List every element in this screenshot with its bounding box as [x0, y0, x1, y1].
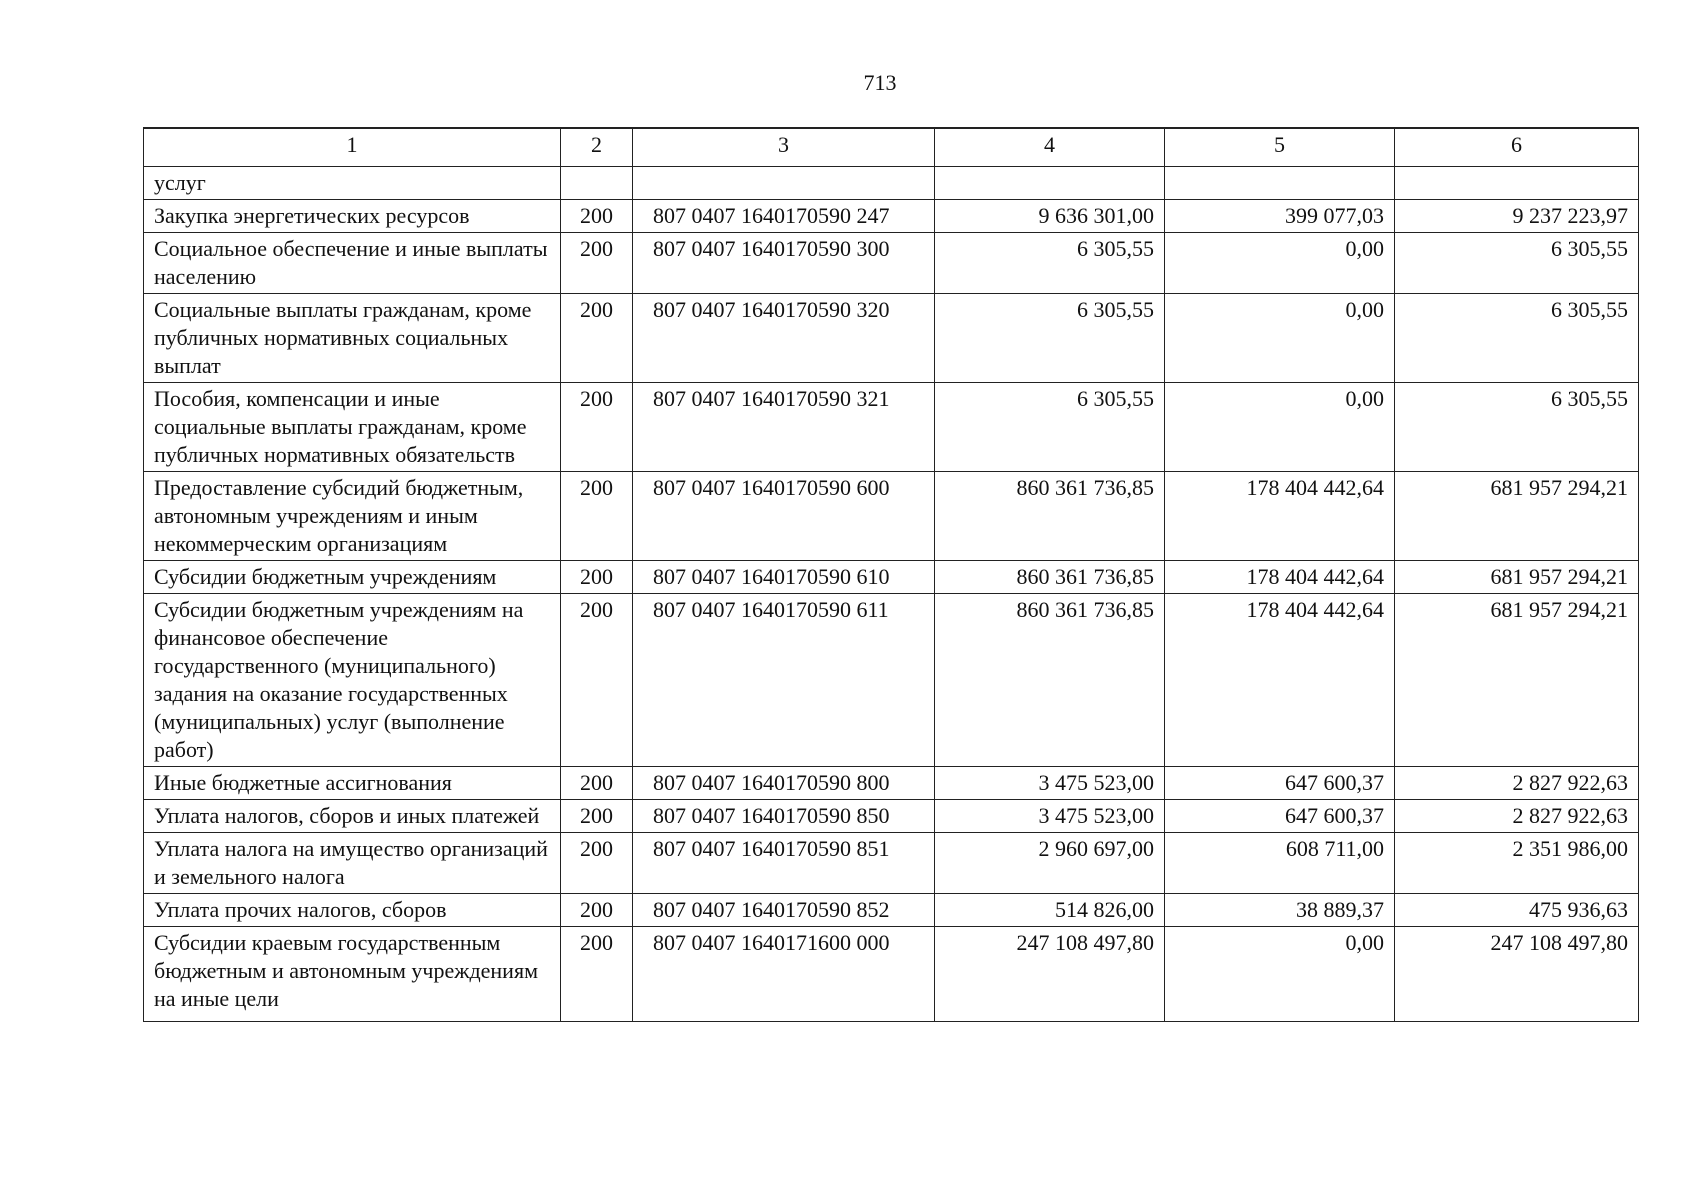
row-budget-code-cell: 807 0407 1640170590 611	[633, 593, 935, 766]
row-remaining-cell: 9 237 223,97	[1395, 199, 1639, 232]
row-budget-code-cell: 807 0407 1640170590 851	[633, 832, 935, 893]
row-approved-cell: 514 826,00	[935, 893, 1165, 926]
row-approved-cell: 9 636 301,00	[935, 199, 1165, 232]
row-name-cell: Субсидии краевым государственным бюджетным и автономным учреждениям на иные цели	[144, 926, 561, 1021]
row-name-cell: Социальные выплаты гражданам, кроме публичных нормативных социальных выплат	[144, 293, 561, 382]
row-line-code-cell: 200	[561, 560, 633, 593]
page-number: 713	[863, 70, 897, 95]
header-cell-5: 5	[1165, 128, 1395, 166]
row-executed-cell: 38 889,37	[1165, 893, 1395, 926]
table-row	[144, 593, 1639, 766]
row-line-code-cell: 200	[561, 766, 633, 799]
row-remaining-cell: 2 827 922,63	[1395, 799, 1639, 832]
row-line-code-cell: 200	[561, 893, 633, 926]
row-approved-cell: 860 361 736,85	[935, 560, 1165, 593]
row-remaining-cell	[1395, 166, 1639, 199]
table-row	[144, 199, 1639, 232]
row-remaining-cell: 6 305,55	[1395, 382, 1639, 471]
row-executed-cell: 178 404 442,64	[1165, 593, 1395, 766]
header-cell-3: 3	[633, 128, 935, 166]
row-approved-cell: 2 960 697,00	[935, 832, 1165, 893]
header-cell-2: 2	[561, 128, 633, 166]
row-remaining-cell: 681 957 294,21	[1395, 593, 1639, 766]
row-executed-cell: 0,00	[1165, 232, 1395, 293]
row-remaining-cell: 681 957 294,21	[1395, 471, 1639, 560]
row-line-code-cell: 200	[561, 832, 633, 893]
table-row	[144, 560, 1639, 593]
row-approved-cell: 3 475 523,00	[935, 799, 1165, 832]
row-budget-code-cell: 807 0407 1640170590 600	[633, 471, 935, 560]
row-approved-cell: 3 475 523,00	[935, 766, 1165, 799]
row-line-code-cell: 200	[561, 593, 633, 766]
row-budget-code-cell: 807 0407 1640170590 247	[633, 199, 935, 232]
table-body	[144, 166, 1639, 1021]
row-remaining-cell: 2 351 986,00	[1395, 832, 1639, 893]
row-executed-cell: 0,00	[1165, 926, 1395, 1021]
row-line-code-cell: 200	[561, 293, 633, 382]
row-remaining-cell: 681 957 294,21	[1395, 560, 1639, 593]
row-executed-cell	[1165, 166, 1395, 199]
table-row	[144, 293, 1639, 382]
row-line-code-cell: 200	[561, 926, 633, 1021]
row-line-code-cell: 200	[561, 199, 633, 232]
row-approved-cell	[935, 166, 1165, 199]
row-budget-code-cell: 807 0407 1640170590 610	[633, 560, 935, 593]
row-name-cell: услуг	[144, 166, 561, 199]
row-executed-cell: 647 600,37	[1165, 799, 1395, 832]
row-name-cell: Предоставление субсидий бюджетным, автономным учреждениям и иным некоммерческим организациям	[144, 471, 561, 560]
row-line-code-cell: 200	[561, 799, 633, 832]
row-line-code-cell: 200	[561, 471, 633, 560]
row-name-cell: Пособия, компенсации и иные социальные выплаты гражданам, кроме публичных нормативных обязательств	[144, 382, 561, 471]
row-line-code-cell	[561, 166, 633, 199]
header-cell-1: 1	[144, 128, 561, 166]
row-approved-cell: 6 305,55	[935, 293, 1165, 382]
row-name-cell: Уплата налогов, сборов и иных платежей	[144, 799, 561, 832]
row-budget-code-cell: 807 0407 1640170590 321	[633, 382, 935, 471]
table-row	[144, 926, 1639, 1021]
row-name-cell: Уплата прочих налогов, сборов	[144, 893, 561, 926]
row-budget-code-cell: 807 0407 1640171600 000	[633, 926, 935, 1021]
row-approved-cell: 860 361 736,85	[935, 471, 1165, 560]
budget-table	[143, 127, 1639, 1022]
table-row	[144, 799, 1639, 832]
row-name-cell: Субсидии бюджетным учреждениям на финансовое обеспечение государственного (муниципального) задания на оказание государственных (муниципальных) услуг (выполнение работ)	[144, 593, 561, 766]
row-executed-cell: 178 404 442,64	[1165, 560, 1395, 593]
header-cell-6: 6	[1395, 128, 1639, 166]
row-budget-code-cell: 807 0407 1640170590 800	[633, 766, 935, 799]
row-executed-cell: 0,00	[1165, 293, 1395, 382]
row-budget-code-cell	[633, 166, 935, 199]
row-budget-code-cell: 807 0407 1640170590 850	[633, 799, 935, 832]
row-name-cell: Субсидии бюджетным учреждениям	[144, 560, 561, 593]
row-remaining-cell: 6 305,55	[1395, 293, 1639, 382]
row-remaining-cell: 6 305,55	[1395, 232, 1639, 293]
row-remaining-cell: 2 827 922,63	[1395, 766, 1639, 799]
header-row	[144, 128, 1639, 166]
table-row	[144, 832, 1639, 893]
table-row	[144, 893, 1639, 926]
row-name-cell: Уплата налога на имущество организаций и земельного налога	[144, 832, 561, 893]
table-row	[144, 382, 1639, 471]
header-cell-4: 4	[935, 128, 1165, 166]
table-row	[144, 766, 1639, 799]
row-approved-cell: 6 305,55	[935, 382, 1165, 471]
row-budget-code-cell: 807 0407 1640170590 320	[633, 293, 935, 382]
row-remaining-cell: 475 936,63	[1395, 893, 1639, 926]
table-row	[144, 166, 1639, 199]
row-approved-cell: 6 305,55	[935, 232, 1165, 293]
row-executed-cell: 399 077,03	[1165, 199, 1395, 232]
row-line-code-cell: 200	[561, 382, 633, 471]
row-approved-cell: 860 361 736,85	[935, 593, 1165, 766]
row-budget-code-cell: 807 0407 1640170590 852	[633, 893, 935, 926]
row-remaining-cell: 247 108 497,80	[1395, 926, 1639, 1021]
row-name-cell: Закупка энергетических ресурсов	[144, 199, 561, 232]
row-executed-cell: 178 404 442,64	[1165, 471, 1395, 560]
row-executed-cell: 0,00	[1165, 382, 1395, 471]
row-line-code-cell: 200	[561, 232, 633, 293]
table-row	[144, 471, 1639, 560]
row-budget-code-cell: 807 0407 1640170590 300	[633, 232, 935, 293]
row-name-cell: Иные бюджетные ассигнования	[144, 766, 561, 799]
row-name-cell: Социальное обеспечение и иные выплаты населению	[144, 232, 561, 293]
row-approved-cell: 247 108 497,80	[935, 926, 1165, 1021]
table-row	[144, 232, 1639, 293]
row-executed-cell: 647 600,37	[1165, 766, 1395, 799]
row-executed-cell: 608 711,00	[1165, 832, 1395, 893]
